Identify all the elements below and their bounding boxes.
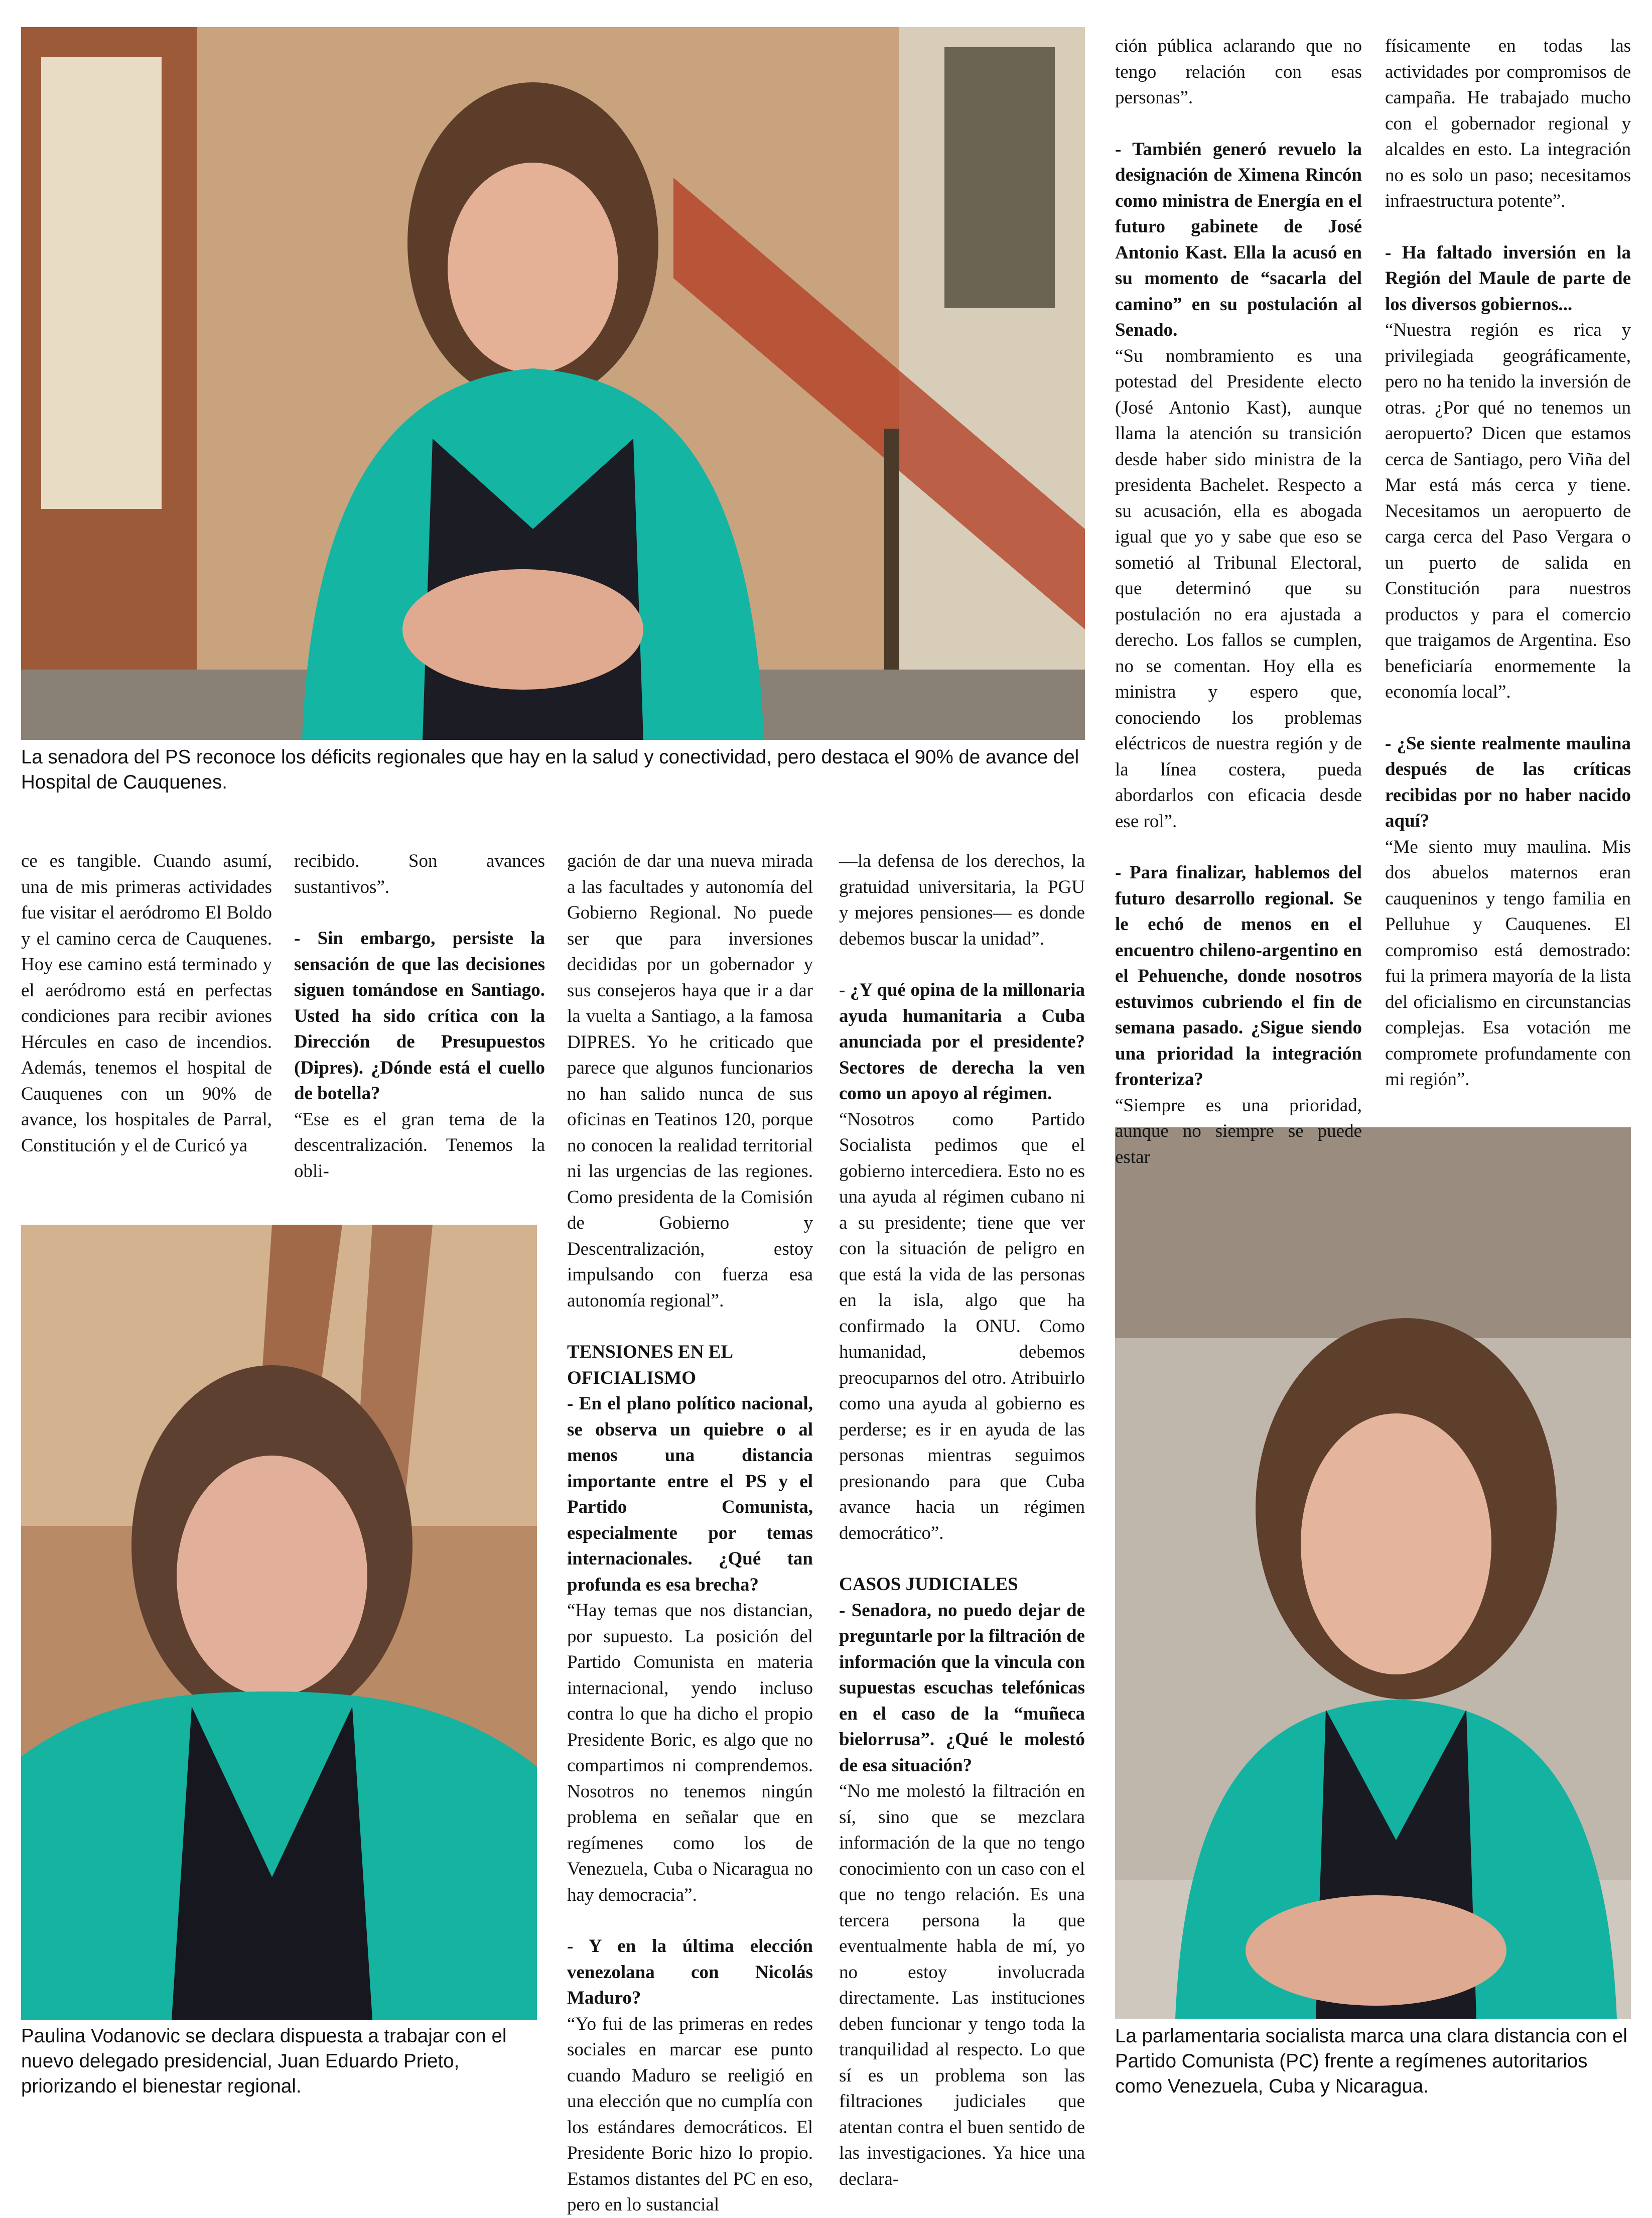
photo-top — [21, 27, 1085, 740]
interview-question: - Ha faltado inversión en la Región del Maule de parte de los diversos gobiernos... — [1385, 242, 1631, 315]
interview-answer: “Su nombramiento es una potestad del Presidente electo (José Antonio Kast), aunque llama la atención su transición desde haber sido ministra de la presidenta Bachelet. Respecto a su acusación, ella es abogada igual que yo y sabe que eso se sometió al Tribunal Electoral, que determinó que su postulación no era ajustada a derecho. Los fallos se cumplen, no se comentan. Hoy ella es ministra y espero que, conociendo los problemas eléctricos de nuestra región y de la línea costera, pueda abordarlos con eficacia desde ese rol”. — [1115, 345, 1362, 832]
interview-question: - ¿Y qué opina de la millonaria ayuda humanitaria a Cuba anunciada por el presidente? Sectores de derecha la ven como un apoyo al régimen. — [839, 980, 1085, 1104]
interview-answer: “Siempre es una prioridad, aunque no siempre se puede estar — [1115, 1095, 1362, 1167]
interview-answer: “Hay temas que nos distancian, por supuesto. La posición del Partido Comunista en materia internacional, yendo incluso contra lo que ha dicho el propio Presidente Boric, es algo que no compartimos ni comprendemos. Nosotros no tenemos ningún problema en señalar que en regímenes como los de Venezuela, Cuba o Nicaragua no hay democracia”. — [567, 1600, 813, 1905]
interview-answer: físicamente en todas las actividades por compromisos de campaña. He trabajado mucho con el gobernador regional y alcaldes en esto. La integración no es solo un paso; necesitamos infraestructura potente”. — [1385, 36, 1631, 211]
section-heading: TENSIONES EN EL OFICIALISMO — [567, 1342, 733, 1388]
interview-answer: ción pública aclarando que no tengo relación con esas personas”. — [1115, 36, 1362, 108]
interview-question: - Senadora, no puedo dejar de preguntarle por la filtración de información que la vincula con supuestas escuchas telefónicas en el caso de la “muñeca bielorrusa”. ¿Qué le molestó de esa situación? — [839, 1600, 1085, 1776]
interview-question: - ¿Se siente realmente maulina después de las críticas recibidas por no haber nacido aquí? — [1385, 733, 1631, 831]
interview-answer: “No me molestó la filtración en sí, sino que se mezclara información de la que no tengo conocimiento con un caso con el que no tengo relación. Es una tercera persona la que eventualmente habla de mí, yo no estoy involucrada directamente. Las instituciones deben funcionar y tengo toda la tranquilidad al respecto. Lo que sí es un problema son las filtraciones judiciales que atentan contra el buen sentido de las investigaciones. Ya hice una declara- — [839, 1781, 1085, 2189]
text-column-6 — [1385, 33, 1631, 1093]
interview-answer: “Me siento muy maulina. Mis dos abuelos maternos eran cauqueninos y tengo familia en Pelluhue y Cauquenes. El compromiso está demostrado: fui la primera mayoría de la lista del oficialismo en circunstancias complejas. Esa votación me compromete profundamente con mi región”. — [1385, 836, 1631, 1090]
interview-question: - Para finalizar, hablemos del futuro desarrollo regional. Se le echó de menos en el encuentro chileno-argentino en el Pehuenche, donde nosotros estuvimos cubriendo el fin de semana pasado. ¿Sigue siendo una prioridad la integración fronteriza? — [1115, 862, 1362, 1090]
interview-question: - También generó revuelo la designación de Ximena Rincón como ministra de Energía en el futuro gabinete de José Antonio Kast. Ella la acusó en su momento de “sacarla del camino” en su postulación al Senado. — [1115, 139, 1362, 340]
interview-answer: “Ese es el gran tema de la descentralización. Tenemos la obli- — [294, 1109, 545, 1182]
text-column-2 — [294, 848, 545, 1184]
text-column-1 — [21, 848, 272, 1158]
interview-answer: recibido. Son avances sustantivos”. — [294, 851, 545, 897]
photo-right-image — [1115, 1127, 1631, 2019]
interview-answer: “Yo fui de las primeras en redes sociales en marcar ese punto cuando Maduro se reeligió en una elección que no cumplía con los estándares democráticos. El Presidente Boric hizo lo propio. Estamos distantes del PC en eso, pero en lo sustancial — [567, 2013, 813, 2215]
photo-left-image — [21, 1225, 537, 2020]
text-column-5 — [1115, 33, 1362, 1170]
photo-left — [21, 1225, 537, 2020]
interview-question: - Y en la última elección venezolana con Nicolás Maduro? — [567, 1936, 813, 2008]
interview-answer: gación de dar una nueva mirada a las facultades y autonomía del Gobierno Regional. No puede ser que para inversiones decididas por un gobernador y sus consejeros haya que ir a dar la vuelta a Santiago, a la famosa DIPRES. Yo he criticado que parece que algunos funcionarios no han salido nunca de sus oficinas en Teatinos 120, porque no conocen la realidad territorial ni las urgencias de las regiones. Como presidenta de la Comisión de Gobierno y Descentralización, estoy impulsando con fuerza esa autonomía regional”. — [567, 851, 813, 1311]
interview-question: - Sin embargo, persiste la sensación de que las decisiones siguen tomándose en Santiago. Usted ha sido crítica con la Dirección de Presupuestos (Dipres). ¿Dónde está el cuello de botella? — [294, 928, 545, 1104]
interview-answer: “Nuestra región es rica y privilegiada geográficamente, pero no ha tenido la inversión de otras. ¿Por qué no tenemos un aeropuerto? Dicen que estamos cerca de Santiago, pero Viña del Mar está más cerca y tiene. Necesitamos un aeropuerto de carga cerca del Paso Vergara o un puerto de salida en Constitución para nuestros productos y para el comercio que traigamos de Argentina. Eso beneficiaría enormemente la economía local”. — [1385, 320, 1631, 702]
interview-answer: “Nosotros como Partido Socialista pedimos que el gobierno intercediera. Esto no es una ayuda al régimen cubano ni a su presidente; tiene que ver con la situación de peligro en que está la vida de las personas en la isla, algo que ha confirmado la ONU. Como humanidad, debemos preocuparnos del otro. Atribuirlo como una ayuda al gobierno es perderse; es ir en ayuda de las personas mientras seguimos presionando para que Cuba avance hacia un régimen democrático”. — [839, 1109, 1085, 1543]
photo-top-caption: La senadora del PS reconoce los déficits regionales que hay en la salud y conectividad, pero destaca el 90% de avance del Hospital de Cauquenes. — [21, 746, 1079, 793]
text-column-3 — [567, 848, 813, 2218]
interview-question: - En el plano político nacional, se observa un quiebre o al menos una distancia importante entre el PS y el Partido Comunista, especialmente por temas internacionales. ¿Qué tan profunda es esa brecha? — [567, 1393, 813, 1595]
photo-left-caption: Paulina Vodanovic se declara dispuesta a trabajar con el nuevo delegado presidencial, Juan Eduardo Prieto, priorizando el bienestar regional. — [21, 2025, 507, 2097]
photo-top-image — [21, 27, 1085, 740]
section-heading: CASOS JUDICIALES — [839, 1574, 1018, 1595]
photo-right-caption: La parlamentaria socialista marca una clara distancia con el Partido Comunista (PC) frente a regímenes autoritarios como Venezuela, Cuba y Nicaragua. — [1115, 2025, 1627, 2097]
interview-answer: ce es tangible. Cuando asumí, una de mis primeras actividades fue visitar el aeródromo El Boldo y el camino cerca de Cauquenes. Hoy ese camino está terminado y el aeródromo está en perfectas condiciones para recibir aviones Hércules en caso de incendios. Además, tenemos el hospital de Cauquenes con un 90% de avance, los hospitales de Parral, Constitución y el de Curicó ya — [21, 851, 272, 1156]
interview-answer: —la defensa de los derechos, la gratuidad universitaria, la PGU y mejores pensiones— es donde debemos buscar la unidad”. — [839, 851, 1085, 949]
photo-right — [1115, 1127, 1631, 2019]
text-column-4 — [839, 848, 1085, 2192]
